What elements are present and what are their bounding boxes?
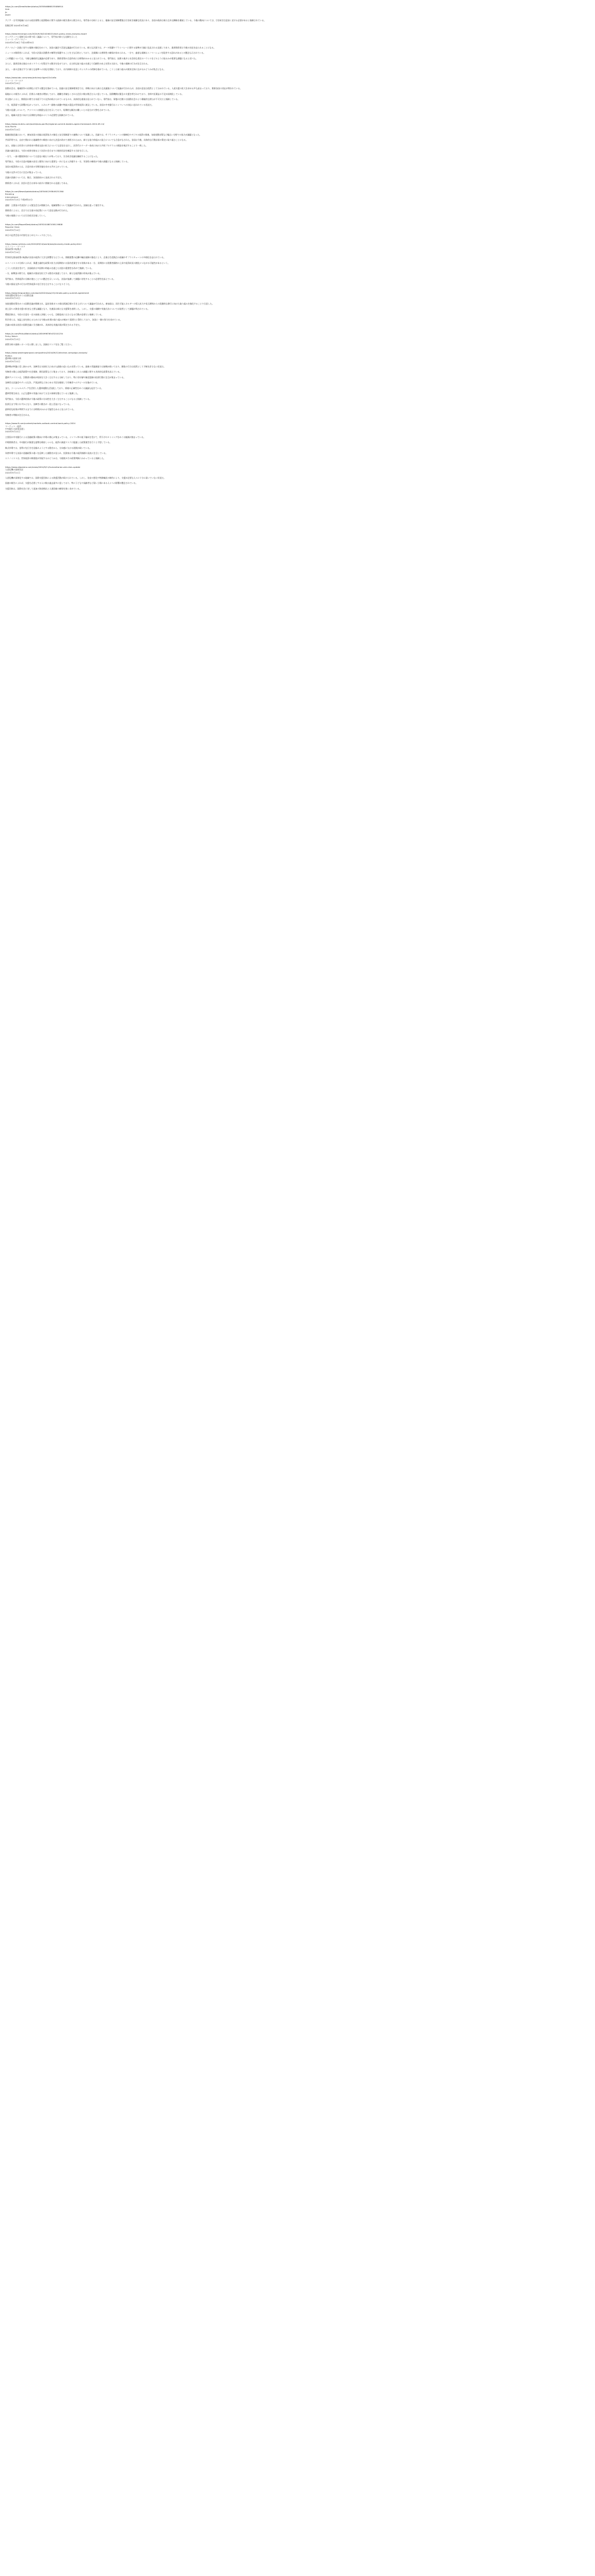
entry-paragraph: 専門家は、今回の合意が地域の安定と繁栄に向けた重要な一歩になると評価する一方、実効性の確保が今後の課題になると指摘している。	[5, 160, 130, 163]
document-entry	[5, 76, 588, 117]
entry-meta-line: 2024年9月11日	[5, 471, 20, 474]
entry-meta-line: 気候変動対策をめぐる国際会議	[5, 294, 34, 297]
entry-paragraph: テクノロジー企業に対する規制の強化をめぐり、各国の議会で活発な議論が行われている。新たな法案では、データ保護やプライバシーに関する基準が大幅に見直される見通しであり、業界関係者は今後の対応を迫られることになる。	[5, 46, 216, 49]
entry-paragraph: 各国の経済界からは、合意内容の早期実施を求める声が上がっている。	[5, 165, 70, 168]
entry-paragraph: 本日の記者会見の内容をまとめたスレッドはこちら。	[5, 234, 54, 237]
entry-paragraph: 現地からの報告によれば、民間人の被害は増加しており、避難を余儀なくされた住民の数は数百万人に達している。国際機関は緊急の支援を呼びかけており、食料や医薬品の不足が深刻化している。	[5, 92, 184, 95]
entry-paragraph: アジア・太平洋地域における政治情勢と経済動向に関する最新の報告書が公開された。専門家の分析によると、地域の安全保障環境は引き続き複雑な状況にあり、各国の政府は新たな外交戦略を模索している。今後の動向については、引き続き注意深く見守る必要があると指摘されている。	[5, 19, 266, 22]
entry-paragraph: 有権者の関心は経済政策や社会保障、移民政策などに集まっており、各候補はこれらの課題に関する具体的な政策を訴えている。	[5, 370, 122, 374]
entry-paragraph: 途上国への資金支援の拡充も主要な議題となり、先進国は新たな支援策を表明した。しかし、支援の規模や実施方法については依然として課題が残されている。	[5, 308, 150, 311]
entry-paragraph: 投票日まで残りわずかとなり、各陣営の動きが一段と活発になっている。	[5, 402, 72, 405]
entry-paragraph: 専門家は、今回の選挙結果が今後の政策の方向性を大きく左右することになると指摘している。	[5, 397, 92, 400]
entry-source-url[interactable]: https://x.com/NewsUpdate/status/1835461293849231360	[5, 190, 64, 193]
document-entry	[5, 466, 588, 490]
entry-paragraph: 今後の交渉の行方に注目が集まっている。	[5, 171, 43, 174]
entry-meta-line: 2024年9月12日	[5, 360, 20, 363]
entry-meta-line: 2024年9月14日	[5, 250, 20, 253]
document-entry	[5, 351, 588, 416]
entry-paragraph: 環境団体は、今回の合意を一定の前進と評価しつつも、目標達成にはさらなる行動が必要だと指摘している。	[5, 313, 104, 316]
entry-meta-line: 貿易政策の転換点	[5, 248, 22, 251]
document-entry	[5, 190, 588, 217]
entry-source-url[interactable]: https://x.com/ReportDesk/status/1835201887458119808	[5, 223, 63, 226]
entry-paragraph: 為替市場でも各国の金融政策の違いを反映した値動きが見られ、投資家は今後の経済指標の発表に注目している。	[5, 451, 108, 454]
entry-meta-line: 2024年9月12日	[5, 430, 20, 433]
entry-paragraph: こうした状況を受けて、各国政府は多国間の枠組みを通じた対話の重要性を改めて強調している。	[5, 266, 94, 269]
entry-paragraph: エコノミストは、世界経済の軟着陸が実現するかどうかは、今後数カ月の政策判断にかかっていると指摘した。	[5, 457, 106, 460]
document-entry	[5, 422, 588, 460]
entry-paragraph: 速報：主要国の代表団による緊急会合が開催され、地域情勢について協議が行われた。詳細は追って報告する。	[5, 204, 106, 207]
document-entry	[5, 292, 588, 327]
entry-paragraph: 国連の報告によれば、支援を必要とする人の数は過去最多に達しており、特に子どもや高齢者など弱い立場にある人々への影響が懸念されている。	[5, 482, 138, 485]
document-entry	[5, 123, 588, 184]
entry-meta-line: エコノミー・ワールド	[5, 245, 25, 248]
entry-meta-line: 2024年9月13日	[5, 337, 20, 341]
entry-paragraph: さらに、業界団体は独自のガイドラインを策定する動きを見せており、自主的な取り組みを通じて信頼性の向上を図る方針だ。今後の規制の行方が注目される。	[5, 62, 150, 65]
entry-paragraph: 一方、新興国の間では、地域内の貿易を拡大する動きが加速しており、新たな経済圏の形成が進んでいる。	[5, 272, 102, 275]
entry-paragraph: エコノミストの分析によれば、保護主義的な政策の拡大は短期的には国内産業を守る効果がある一方、長期的には消費者価格の上昇や経済成長の鈍化につながる可能性があるという。	[5, 261, 170, 264]
entry-meta-line: Jp	[5, 10, 7, 13]
entry-meta-line: ニュース・ワールド	[5, 79, 23, 82]
entry-paragraph: 今後の展開については引き続き注視していく。	[5, 214, 47, 217]
entry-paragraph: 選挙戦が終盤に差し掛かる中、各陣営は支持拡大に向けた最後の追い込みを図っている。最新の世論調査では接戦が続いており、勝敗の行方は依然として予断を許さない状況だ。	[5, 365, 166, 368]
entry-paragraph: 一方で、一部の懸案事項については意見の隔たりが残っており、引き続き協議を継続することになった。	[5, 155, 100, 158]
entry-meta-line: International	[5, 195, 18, 198]
entry-paragraph: 今後の貿易交渉の行方が世界経済の先行きを左右することになりそうだ。	[5, 283, 72, 286]
entry-paragraph: また、ソーシャルメディアを活用した選挙運動も活発化しており、情報の正確性をめぐる議論も起きている。	[5, 386, 104, 389]
entry-meta-line: 2024年9月15日	[5, 81, 20, 84]
entry-meta-line: 2024年9月15日 午後3時22分	[5, 198, 33, 201]
entry-source-url[interactable]: https://www.theguardian.com/world/2024/sep/13/climate-policy-summit-agreement	[5, 291, 89, 294]
entry-meta-line: マーケット・経済	[5, 425, 21, 428]
entry-paragraph: 共同声明では、自由で開かれた地域秩序の維持に向けた決意が改めて表明されたほか、新たな協力枠組みの設立についても合意がなされた。各国は今後、具体的な行動計画の策定に取り組むことになる。	[5, 139, 188, 142]
entry-paragraph: 有権者の判断が注目される。	[5, 413, 31, 416]
entry-meta-line: Asia-Pacific	[5, 125, 16, 128]
entry-source-url[interactable]: https://www.aljazeera.com/news/2024/9/11/humanitarian-aid-crisis-update	[5, 465, 80, 468]
entry-meta-line: 人道危機の最新状況	[5, 468, 24, 471]
entry-source-url[interactable]: https://www.theverge.com/2024/9/16/24246221/tech-policy-news-analysis-report	[5, 32, 87, 36]
entry-meta-line: Breaking	[5, 193, 14, 196]
entry-paragraph: 市場関係者は、中央銀行が慎重な姿勢を維持しつつも、経済の減速リスクに配慮した政策運営を行うと予想している。	[5, 441, 112, 444]
entry-paragraph: 投稿日時 2024年9月16日	[5, 24, 29, 27]
entry-paragraph: 会議の議長国は、今回の成果を踏まえて次回の会合までに進捗状況を確認する方針を示した。	[5, 149, 90, 152]
entry-meta-line: 2024年9月14日	[5, 128, 20, 131]
entry-meta-line: ニュース・テクノロジー	[5, 38, 27, 41]
document-entry	[5, 332, 588, 346]
entry-source-url[interactable]: https://www.bbc.com/news/articles/c4gzm22v1e8o	[5, 76, 57, 79]
entry-paragraph: 関係者によると、会合では当面の対応策について意見交換が行われた。	[5, 209, 70, 212]
document-entry	[5, 32, 588, 71]
entry-paragraph: 主要国の中央銀行による金融政策の動向に市場の関心が集まっている。インフレ率の低下傾向を受けて、利下げのタイミングをめぐる観測が強まっている。	[5, 435, 145, 438]
entry-paragraph: 会議の詳細については、後日、各国政府から発表される予定だ。	[5, 176, 63, 179]
entry-paragraph: 人道危機が深刻化する地域では、国際支援団体による救援活動が続けられている。しかし、治安の悪化や物資輸送の制約により、支援が必要な人々に十分に届いていない状況だ。	[5, 477, 166, 479]
document-entry	[5, 5, 588, 27]
entry-paragraph: ニュースの関係者によれば、今回の法案は消費者の権利を保護することを主な目的としており、企業側には透明性の確保が求められる。一方で、過度な規制はイノベーションを阻害する恐れがあるとの懸念も示されている。	[5, 52, 206, 55]
entry-paragraph: 選挙管理当局は、公正な選挙の実施に向けて万全の体制を整えていると強調した。	[5, 392, 79, 395]
entry-paragraph: 最終的な結果が判明するまでには時間がかかる可能性もあると見られている。	[5, 408, 76, 411]
entry-paragraph: 国際社会は、地域紛争の長期化に対する懸念を強めている。国連の安全保障理事会では、停戦に向けた新たな決議案について協議が行われたが、各国の意見は依然として分かれている。人道支援の拡大を求める声も高まっており、関係各国の対応が問われている。	[5, 87, 242, 90]
entry-meta-line: Japan	[5, 13, 11, 16]
entry-paragraph: 株式市場では、金利の先行きを見極めようとする動きから、方向感に欠ける展開が続いている。	[5, 446, 92, 449]
entry-paragraph: 今後の見通しについて、アナリストは慎重な見方を示しており、短期的な解決は難しいとの見方が大勢を占めている。	[5, 108, 111, 111]
entry-meta-line: Policy Watch	[5, 335, 18, 338]
entry-source-url[interactable]: https://www.washingtonpost.com/politics/2024/09/12/election-campaign-analysis/	[5, 351, 88, 354]
entry-meta-line: Asia	[5, 8, 10, 11]
entry-paragraph: 専門家は、世界経済の分断が進むことへの懸念を示しつつも、各国が協調して課題に対処することの必要性を訴えている。	[5, 277, 115, 280]
entry-paragraph: また、一部の企業はすでに新たな基準への対応を開始しており、社内体制の見直しやシステムの改修を進めている。こうした取り組みが業界全体に広がるかどうかが焦点となる。	[5, 67, 166, 71]
document-entry	[5, 223, 588, 237]
entry-meta-line: 選挙戦の最新分析	[5, 357, 22, 360]
entry-paragraph: この問題については、今後も継続的な議論が必要であり、関係者間の合意形成には時間がかかると見られている。専門家は、技術の進歩と社会的な責任のバランスをどのように取るかが重要な課題になると述べた。	[5, 57, 198, 60]
entry-source-url[interactable]: https://www.nytimes.com/2024/09/14/world/asia/economy-trade-policy.html	[5, 242, 81, 245]
entry-meta-line: Reporter Desk	[5, 226, 20, 229]
entry-paragraph: 地域首脳会議において、参加各国の首脳は経済協力の強化と安全保障面での連携について協議した。会議では、サプライチェーンの強靭化やデジタル経済の推進、気候変動対策など幅広い分野での協力が議題となった。	[5, 133, 202, 136]
entry-paragraph: 政策分析の最新レポートを公開しました。詳細はリンク先をご覧ください。	[5, 343, 74, 346]
entry-paragraph: 各陣営は討論会やテレビ広告、戸別訪問などあらゆる手段を駆使して有権者へのアピールを強めている。	[5, 381, 100, 384]
entry-paragraph: 世界的な貿易政策の転換が各国の経済に大きな影響を与えている。関税措置の応酬や輸出規制の強化により、企業は生産拠点の再編やサプライチェーンの多様化を迫られている。	[5, 256, 166, 259]
entry-paragraph: 選挙アナリストは、浮動票の動向が結果を大きく左右すると分析しており、特に若年層や無党派層の投票行動に注目が集まっている。	[5, 376, 126, 379]
entry-paragraph: 一方、経済面でも影響が広がっており、エネルギー価格の高騰や物流の混乱が世界経済に波及している。各国の中央銀行はインフレへの対応に追われている状況だ。	[5, 103, 154, 106]
entry-meta-line: Politics	[5, 354, 12, 357]
entry-meta-line: 中央銀行の政策見通し	[5, 427, 25, 430]
entry-source-url[interactable]: https://x.com/DrewHolden/status/1835846868155086914	[5, 5, 63, 8]
entry-paragraph: 科学者らは、気温上昇を抑えるためには今後10年間の取り組みが極めて重要だと警告しており、各国に一層の努力を求めている。	[5, 318, 122, 321]
entry-paragraph: 外交筋によると、関係国の間では水面下での交渉が続けられているものの、具体的な進展は見られていない。専門家は、事態の打開には国際社会のより積極的な関与が不可欠だと指摘している。	[5, 98, 180, 101]
entry-paragraph: 関係者によれば、次回の会合は来年の前半に開催される見通しである。	[5, 181, 70, 184]
entry-source-url[interactable]: https://x.com/PolicyWatch/status/1834998765432101234	[5, 332, 63, 335]
entry-source-url[interactable]: https://www.reuters.com/world/asia-pacific/regional-summit-leaders-agree-framework-2024-09-14/	[5, 122, 105, 125]
entry-meta-line: 2024年9月16日 午前10時30分	[5, 41, 34, 44]
entry-meta-line: ビッグテックと規制当局の間で続く議論について、専門家が新たな見解を示した	[5, 35, 77, 38]
entry-meta-line: 2024年9月14日	[5, 228, 20, 231]
entry-paragraph: 会議の成果は次回の国際会議に引き継がれ、具体的な実施計画が策定される予定だ。	[5, 324, 82, 327]
entry-meta-line: 2024年9月13日	[5, 297, 20, 300]
entry-paragraph: また、首脳らは若者の人材育成や教育交流の拡大についても意見を交わし、次世代のリーダー育成に向けた共同プログラムの創設を検討することで一致した。	[5, 144, 148, 147]
entry-paragraph: また、地域の安定に向けた長期的な枠組みづくりの必要性も指摘されている。	[5, 114, 76, 117]
entry-paragraph: 支援団体は、国際社会に対して追加の資金拠出と人道回廊の確保を強く求めている。	[5, 487, 81, 490]
entry-source-url[interactable]: https://www.ft.com/content/markets-outlook-central-bank-policy-2024	[5, 422, 76, 425]
document-entry	[5, 243, 588, 286]
entry-paragraph: 気候変動対策をめぐる国際会議が開催され、温室効果ガスの排出削減目標の引き上げについて議論が行われた。参加国は、再生可能エネルギーの導入拡大や化石燃料からの段階的な移行に向けた取り組みを強化することで合意した。	[5, 302, 214, 305]
